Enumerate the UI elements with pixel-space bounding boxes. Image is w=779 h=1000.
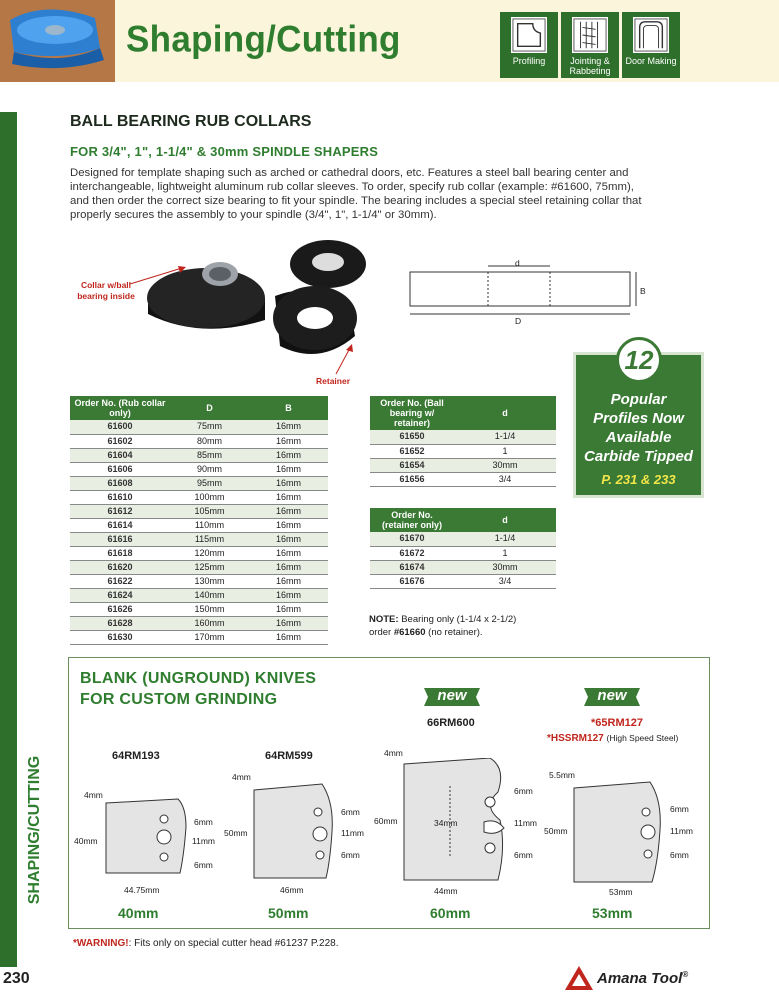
retainer-label: Retainer <box>316 376 351 386</box>
table-row <box>370 532 556 546</box>
k1-d1: 6mm <box>194 817 213 827</box>
router-bit-photo <box>0 0 115 82</box>
order-number-cell: 61608 <box>70 476 170 490</box>
order-number-cell: 61670 <box>370 532 454 546</box>
knives-title <box>80 668 316 710</box>
table-row <box>370 546 556 560</box>
table-row <box>370 574 556 588</box>
col-header-B: B <box>249 396 328 420</box>
k2-width: 46mm <box>280 885 304 895</box>
knives-title-line1: BLANK (UNGROUND) KNIVES <box>80 670 317 687</box>
k4-d2: 11mm <box>670 826 693 836</box>
value-cell: 80mm <box>170 434 249 448</box>
k2-d1: 6mm <box>341 807 360 817</box>
jointing-rabbeting-icon <box>561 12 619 78</box>
k3-d2: 11mm <box>514 818 537 828</box>
value-cell: 16mm <box>249 630 328 644</box>
order-number-cell: 61618 <box>70 546 170 560</box>
col-header-bearing-order: Order No. (Ball bearing w/ retainer) <box>370 396 454 430</box>
knife-model-4: *65RM127 <box>591 717 643 729</box>
value-cell: 120mm <box>170 546 249 560</box>
value-cell: 75mm <box>170 420 249 434</box>
value-cell: 16mm <box>249 490 328 504</box>
order-number-cell: 61672 <box>370 546 454 560</box>
rub-collar-table <box>70 396 328 645</box>
col-header-order: Order No. (Rub collar only) <box>70 396 170 420</box>
section-description: Designed for template shaping such as arched or cathedral doors, etc. Features a steel ball bearing center and interchangeable, lightweight aluminum rub collar sleeves. To order, specify rub collar (example: #61600, 75mm), and then order the correct size bearing to fit your spindle. The bearing includes a special steel retaining collar that properly secures the assembly to your spindle (3/4", 1", 1-1/4" or 30mm). <box>70 167 642 221</box>
value-cell: 100mm <box>170 490 249 504</box>
section-subtitle: FOR 3/4", 1", 1-1/4" & 30mm SPINDLE SHAPERS <box>70 144 379 159</box>
table-row <box>70 574 328 588</box>
value-cell: 125mm <box>170 560 249 574</box>
order-number-cell: 61614 <box>70 518 170 532</box>
warning-body: : Fits only on special cutter head #61237 P.228. <box>128 938 339 949</box>
table-row <box>70 448 328 462</box>
collar-arrow <box>128 264 188 288</box>
k4-height: 50mm <box>544 826 568 836</box>
section-title: BALL BEARING RUB COLLARS <box>70 113 312 130</box>
order-number-cell: 61654 <box>370 458 454 472</box>
k2-d3: 6mm <box>341 850 360 860</box>
k1-size: 40mm <box>118 905 159 921</box>
k4-width: 53mm <box>609 887 633 897</box>
k1-width: 44.75mm <box>124 885 160 895</box>
k1-top: 4mm <box>84 790 103 800</box>
dim-D: D <box>515 316 522 326</box>
order-number-cell: 61650 <box>370 430 454 444</box>
promo-line2: Profiles Now <box>593 410 684 427</box>
profiling-icon <box>500 12 558 78</box>
icon-label-jointing: Jointing & Rabbeting <box>569 56 611 76</box>
icon-label-door: Door Making <box>625 56 677 66</box>
promo-box <box>573 345 704 498</box>
promo-line3: Available <box>605 429 672 446</box>
k3-top: 4mm <box>384 748 403 758</box>
note-text: Bearing only (1-1/4 x 2-1/2) <box>401 614 517 625</box>
collar-label: Collar w/ball bearing inside <box>77 280 135 301</box>
k3-d1: 6mm <box>514 786 533 796</box>
k4-d1: 6mm <box>670 804 689 814</box>
knife-model-1: 64RM193 <box>112 750 160 762</box>
value-cell: 150mm <box>170 602 249 616</box>
value-cell: 16mm <box>249 434 328 448</box>
value-cell: 115mm <box>170 532 249 546</box>
value-cell: 16mm <box>249 518 328 532</box>
value-cell: 3/4 <box>454 472 556 486</box>
promo-pages: P. 231 & 233 <box>601 472 676 487</box>
value-cell: 16mm <box>249 504 328 518</box>
value-cell: 16mm <box>249 602 328 616</box>
value-cell: 16mm <box>249 588 328 602</box>
retainer-table <box>370 508 556 589</box>
knife-model-2: 64RM599 <box>265 750 313 762</box>
k3-width: 44mm <box>434 886 458 896</box>
order-number-cell: 61624 <box>70 588 170 602</box>
value-cell: 140mm <box>170 588 249 602</box>
table-row <box>70 518 328 532</box>
new-badge-label: new <box>437 687 467 704</box>
value-cell: 16mm <box>249 420 328 434</box>
order-number-cell: 61652 <box>370 444 454 458</box>
table-row <box>370 430 556 444</box>
value-cell: 16mm <box>249 546 328 560</box>
promo-text <box>576 390 701 466</box>
k1-height: 40mm <box>74 836 98 846</box>
table-row <box>70 476 328 490</box>
value-cell: 30mm <box>454 560 556 574</box>
order-number-cell: 61602 <box>70 434 170 448</box>
bearing-table <box>370 396 556 487</box>
value-cell: 1 <box>454 444 556 458</box>
knife-drawing-1 <box>100 797 190 875</box>
table-row <box>370 444 556 458</box>
table-row <box>70 602 328 616</box>
value-cell: 1-1/4 <box>454 430 556 444</box>
page-number: 230 <box>3 970 30 987</box>
dim-B: B <box>640 286 646 296</box>
value-cell: 16mm <box>249 462 328 476</box>
knife-drawing-3 <box>402 758 514 882</box>
promo-line1: Popular <box>610 391 667 408</box>
order-number-cell: 61612 <box>70 504 170 518</box>
table-row <box>70 546 328 560</box>
order-number-cell: 61630 <box>70 630 170 644</box>
table-row <box>70 462 328 476</box>
warning-text <box>73 938 339 949</box>
order-number-cell: 61610 <box>70 490 170 504</box>
door-making-icon <box>622 12 680 78</box>
k2-d2: 11mm <box>341 828 364 838</box>
k2-top: 4mm <box>232 772 251 782</box>
table-row <box>370 458 556 472</box>
order-number-cell: 61620 <box>70 560 170 574</box>
note-text2: order <box>369 627 392 638</box>
k3-size: 60mm <box>430 905 471 921</box>
value-cell: 105mm <box>170 504 249 518</box>
knife-drawing-2 <box>250 782 342 880</box>
new-badge-label-2: new <box>597 687 627 704</box>
header-photo <box>0 0 115 82</box>
table-row <box>70 490 328 504</box>
knife-model-4b-note: (High Speed Steel) <box>606 733 679 743</box>
order-number-cell: 61628 <box>70 616 170 630</box>
value-cell: 16mm <box>249 560 328 574</box>
value-cell: 30mm <box>454 458 556 472</box>
icon-label-profiling: Profiling <box>512 56 546 66</box>
k4-d3: 6mm <box>670 850 689 860</box>
value-cell: 90mm <box>170 462 249 476</box>
note-label: NOTE: <box>369 614 399 625</box>
table-row <box>370 472 556 486</box>
table-row <box>70 504 328 518</box>
k3-inner: 34mm <box>434 818 458 828</box>
table-row <box>70 420 328 434</box>
k4-size: 53mm <box>592 905 633 921</box>
value-cell: 16mm <box>249 616 328 630</box>
value-cell: 16mm <box>249 476 328 490</box>
order-number-cell: 61604 <box>70 448 170 462</box>
knife-model-4b-code: *HSSRM127 <box>547 733 604 744</box>
table-row <box>70 560 328 574</box>
col-header-bearing-d: d <box>454 396 556 430</box>
k1-d3: 6mm <box>194 860 213 870</box>
collar-dimension-diagram <box>398 258 653 328</box>
value-cell: 1-1/4 <box>454 532 556 546</box>
knife-drawing-4 <box>570 780 670 884</box>
value-cell: 85mm <box>170 448 249 462</box>
promo-line4: Carbide Tipped <box>584 448 693 465</box>
amana-logo-icon <box>563 964 595 992</box>
note-order: #61660 <box>393 627 426 638</box>
col-header-retainer-d: d <box>454 508 556 532</box>
bearing-note <box>369 613 516 639</box>
order-number-cell: 61656 <box>370 472 454 486</box>
note-text3: (no retainer). <box>428 627 483 638</box>
knives-title-line2: FOR CUSTOM GRINDING <box>80 691 278 708</box>
value-cell: 16mm <box>249 448 328 462</box>
order-number-cell: 61674 <box>370 560 454 574</box>
table-row <box>70 588 328 602</box>
value-cell: 130mm <box>170 574 249 588</box>
value-cell: 1 <box>454 546 556 560</box>
order-number-cell: 61606 <box>70 462 170 476</box>
table-row <box>70 434 328 448</box>
k3-height: 60mm <box>374 816 398 826</box>
value-cell: 16mm <box>249 574 328 588</box>
order-number-cell: 61622 <box>70 574 170 588</box>
k2-height: 50mm <box>224 828 248 838</box>
retainer-arrow <box>330 342 360 376</box>
dim-d: d <box>515 258 520 268</box>
value-cell: 110mm <box>170 518 249 532</box>
k3-d3: 6mm <box>514 850 533 860</box>
promo-number: 12 <box>616 337 662 383</box>
col-header-retainer-order: Order No. (retainer only) <box>370 508 454 532</box>
order-number-cell: 61626 <box>70 602 170 616</box>
brand-name: Amana Tool® <box>597 970 689 987</box>
warning-label: *WARNING! <box>73 938 129 949</box>
k1-d2: 11mm <box>192 836 215 846</box>
k4-top: 5.5mm <box>549 770 575 780</box>
value-cell: 16mm <box>249 532 328 546</box>
order-number-cell: 61616 <box>70 532 170 546</box>
knife-model-3: 66RM600 <box>427 717 475 729</box>
side-label: SHAPING/CUTTING <box>26 755 43 905</box>
value-cell: 95mm <box>170 476 249 490</box>
table-row <box>70 616 328 630</box>
table-row <box>70 630 328 644</box>
k2-size: 50mm <box>268 905 309 921</box>
side-bar <box>0 112 17 967</box>
table-row <box>70 532 328 546</box>
page-title: Shaping/Cutting <box>126 19 401 60</box>
value-cell: 3/4 <box>454 574 556 588</box>
order-number-cell: 61600 <box>70 420 170 434</box>
knife-model-4b <box>547 733 678 744</box>
value-cell: 170mm <box>170 630 249 644</box>
value-cell: 160mm <box>170 616 249 630</box>
order-number-cell: 61676 <box>370 574 454 588</box>
table-row <box>370 560 556 574</box>
col-header-D: D <box>170 396 249 420</box>
